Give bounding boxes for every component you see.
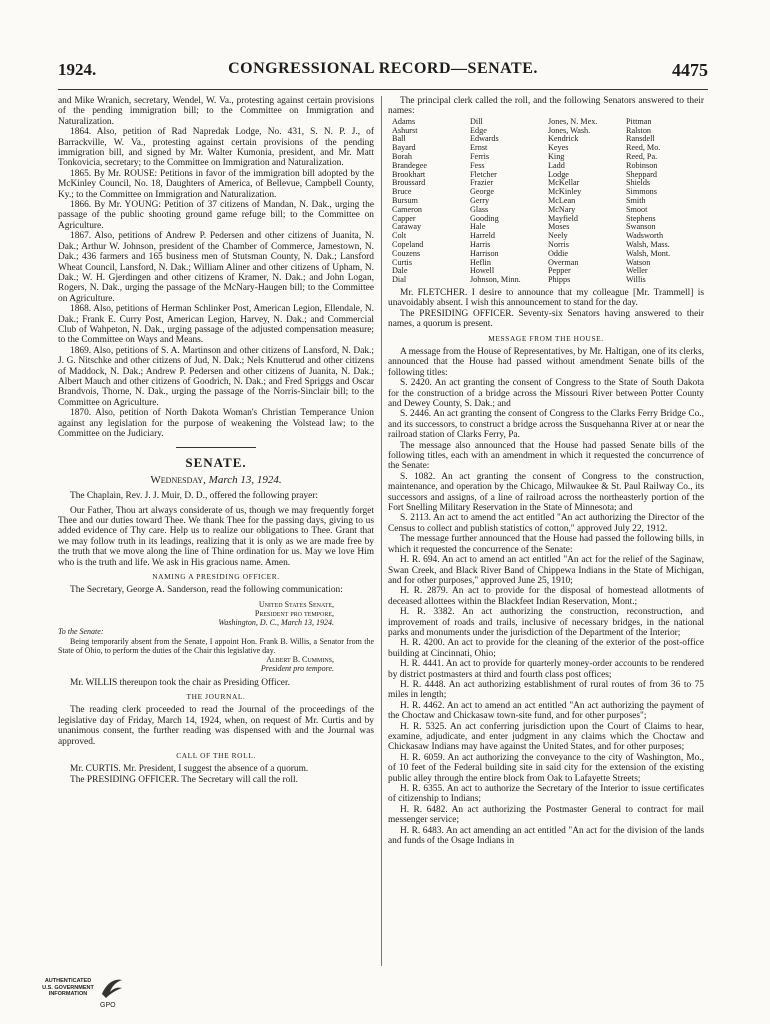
senator-name: Gooding	[470, 213, 499, 223]
message-heading: MESSAGE FROM THE HOUSE.	[488, 333, 604, 343]
senator-name: Neely	[548, 231, 568, 241]
senator-name: Sheppard	[626, 169, 657, 179]
senator-name: McLean	[548, 195, 576, 205]
senator-name: Harris	[470, 239, 491, 249]
section-rule	[176, 447, 256, 448]
senator-name: Phipps	[548, 275, 571, 285]
senator-name: Oddie	[548, 248, 569, 258]
chaplain-paragraph: The Chaplain, Rev. J. J. Muir, D. D., offered the following prayer:	[70, 491, 319, 502]
bill-paragraph: H. R. 6482. An act authorizing the Postmaster General to contract for mail messenger service;	[388, 804, 704, 826]
date-day: Wednesday,	[150, 473, 206, 486]
bill-paragraph: H. R. 3382. An act authorizing the construction, reconstruction, and improvement of roads and trails, inclusive of necessary bridges, in the national parks and monuments under the jurisdiction of the Department of the Interior;	[388, 607, 704, 638]
senator-name: Willis	[626, 275, 646, 285]
bill-paragraph: S. 1082. An act granting the consent of Congress to the construction, maintenance, and operation by the Chicago, Milwaukee & St. Paul Railway Co., its successors and assigns, of a line of railroad across the northeasterly portion of the Fort Snelling Military Reservation in the State of Minnesota; and	[388, 471, 704, 514]
senator-name: Weller	[626, 266, 648, 276]
petition-paragraph: 1866. By Mr. YOUNG: Petition of 37 citizens of Mandan, N. Dak., urging the passage of the public shooting ground game refuge bill; to the Committee on Agriculture.	[58, 200, 374, 231]
roll-column	[392, 118, 470, 285]
senator-name: Keyes	[548, 143, 569, 153]
senator-name: Walsh, Mass.	[626, 239, 670, 249]
senator-name: Brandegee	[392, 160, 428, 170]
bill-paragraph: H. R. 6483. An act amending an act entitled "An act for the division of the lands and funds of the Osage Indians in	[388, 825, 704, 847]
petition-paragraph: 1864. Also, petition of Rad Napredak Lodge, No. 431, S. N. P. J., of Barrackville, W. Va., protesting against certain provisions of the pending immigration bill, and signed by Mr. Walter Kumonia, president, and Mr. Matt Tonkovicia, secretary; to the Committee on Immigration and Naturalization.	[58, 127, 374, 169]
senator-name: Smoot	[626, 204, 648, 214]
prayer-paragraph: Our Father, Thou art always considerate of us, though we may frequently forget Thee and our duties toward Thee. We thank Thee for the passing days, giving to us added evidence of Thy care. Help us to realize our obligations to Thee. Grant that we may follow truth in its leadings, realizing that it is only as we are made free by the truth that we move along the line of Thine ordination for us. May we love Him who is the truth and life. We ask in His gracious name. Amen.	[58, 505, 374, 568]
bill-paragraph: H. R. 5325. An act conferring jurisdiction upon the Court of Claims to hear, examine, adjudicate, and enter judgment in any claims which the Choctaw and Chickasaw Indians may have against the United States, and for other purposes;	[388, 721, 704, 753]
naming-heading: NAMING A PRESIDING OFFICER.	[152, 572, 280, 582]
letter-heading-line: United States Senate,	[258, 599, 334, 609]
senator-name: Ernst	[470, 143, 488, 153]
curtis-paragraph: Mr. CURTIS. Mr. President, I suggest the absence of a quorum.	[70, 764, 309, 775]
petition-paragraph: 1870. Also, petition of North Dakota Woman's Christian Temperance Union against any legislation for the purpose of weakening the Volstead law; to the Committee on the Judiciary.	[58, 408, 374, 439]
senator-name: McKinley	[548, 187, 582, 197]
senator-name: Pittman	[626, 116, 652, 126]
date-line	[58, 475, 374, 485]
senator-name: McNary	[548, 204, 576, 214]
senator-name: Ferris	[470, 152, 490, 161]
signature-name: Albert B. Cummins,	[266, 655, 334, 665]
willis-paragraph: Mr. WILLIS thereupon took the chair as Presiding Officer.	[70, 677, 290, 688]
secretary-paragraph: The Secretary, George A. Sanderson, read the following communication:	[70, 585, 343, 596]
senator-name: Borah	[392, 152, 413, 161]
senator-name: Johnson, Minn.	[470, 275, 521, 285]
senator-name: Reed, Mo.	[626, 143, 661, 153]
senator-name: George	[470, 187, 494, 197]
senator-name: Ralston	[626, 125, 652, 135]
letter-signature	[58, 655, 374, 673]
senator-name: Reed, Pa.	[626, 152, 658, 161]
senator-name: Dial	[392, 275, 407, 285]
petition-paragraph: 1868. Also, petitions of Herman Schlinker Post, American Legion, Ellendale, N. Dak.; Frank E. Curry Post, American Legion, Harvey, N. Dak.; and Commercial Club of Wahpeton, N. Dak., urging passage of the adjusted compensation measure; to the Committee on Ways and Means.	[58, 304, 374, 346]
senator-name: Caraway	[392, 222, 422, 232]
letter-heading-line: Washington, D. C., March 13, 1924.	[218, 618, 334, 628]
senator-name: Shields	[626, 178, 651, 188]
senator-name: Cameron	[392, 204, 423, 214]
bill-paragraph: H. R. 2879. An act to provide for the disposal of homestead allotments of deceased allottees within the Blackfeet Indian Reservation, Mont.;	[388, 586, 704, 607]
bill-paragraph: H. R. 4448. An act authorizing establishment of rural routes of from 36 to 75 miles in length;	[388, 679, 704, 701]
bill-paragraph: H. R. 4462. An act to amend an act entitled "An act authorizing the payment of the Choctaw and Chickasaw town-site fund, and for other purposes";	[388, 700, 704, 722]
quorum-paragraph: The PRESIDING OFFICER. Seventy-six Senators having answered to their names, a quorum is present.	[388, 308, 704, 330]
senator-name: Gerry	[470, 195, 490, 205]
senator-name: Harreld	[470, 231, 496, 241]
roll-column	[470, 118, 548, 285]
senator-name: Dill	[470, 116, 483, 126]
senator-name: Walsh, Mont.	[626, 248, 671, 258]
senator-name: Ransdell	[626, 134, 655, 144]
senator-name: King	[548, 152, 565, 161]
bill-paragraph: H. R. 6059. An act authorizing the conveyance to the city of Washington, Mo., of 10 feet of the Federal building site in said city for the extension of the existing public alley through the entire block from Oak to Lafayette Streets;	[388, 752, 704, 784]
header-title: CONGRESSIONAL RECORD—SENATE.	[228, 60, 538, 77]
roll-intro: The principal clerk called the roll, and the following Senators answered to their names:	[388, 96, 704, 117]
journal-heading: THE JOURNAL.	[186, 691, 246, 701]
senator-name: Ashurst	[392, 125, 418, 135]
senator-name: Wadsworth	[626, 231, 664, 241]
petition-paragraph: 1865. By Mr. ROUSE: Petitions in favor of the immigration bill adopted by the McKinley Council, No. 18, Daughters of America, of Bellevue, Campbell County, Ky.; to the Committee on Immigration and Naturalization.	[58, 168, 374, 200]
senator-name: Bruce	[392, 187, 412, 197]
bill-paragraph: S. 2446. An act granting the consent of Congress to the Clarks Ferry Bridge Co., and its successors, to construct a bridge across the Susquehanna River at or near the railroad station of Clarks Ferry, Pa.	[388, 409, 704, 441]
senator-name: Swanson	[626, 222, 656, 232]
letter-heading-line: President pro tempore,	[254, 609, 334, 619]
senator-name: Curtis	[392, 257, 413, 267]
senator-name: Bursum	[392, 195, 418, 205]
journal-paragraph: The reading clerk proceeded to read the Journal of the proceedings of the legislative day of Friday, March 14, 1924, when, on request of Mr. Curtis and by unanimous consent, the further reading was dispensed with and the Journal was approved.	[58, 705, 374, 747]
senator-name: Smith	[626, 195, 646, 205]
senator-name: Heflin	[470, 257, 491, 267]
fletcher-paragraph: Mr. FLETCHER. I desire to announce that my colleague [Mr. Trammell] is unavoidably absent. I wish this announcement to stand for the day.	[388, 287, 704, 309]
senator-name: Colt	[392, 231, 407, 241]
senator-name: Kendrick	[548, 134, 579, 144]
eagle-icon	[98, 974, 126, 1002]
senator-name: Fletcher	[470, 169, 497, 179]
senator-name: Pepper	[548, 266, 571, 276]
senator-name: Ball	[392, 134, 406, 144]
senator-name: Edge	[470, 125, 487, 135]
senator-name: Frazier	[470, 178, 494, 188]
senator-name: Couzens	[392, 248, 421, 258]
bill-paragraph: H. R. 694. An act to amend an act entitled "An act for the relief of the Saginaw, Swan Creek, and Black River Band of Chippewa Indians in the State of Michigan, and for other purposes," approved June 25, 1910;	[388, 555, 704, 586]
logo-line: U.S. GOVERNMENT	[42, 984, 94, 991]
senator-name: McKellar	[548, 178, 580, 188]
logo-line: AUTHENTICATED	[44, 978, 92, 984]
senator-name: Broussard	[392, 178, 426, 188]
roll-heading: CALL OF THE ROLL.	[176, 750, 256, 760]
message-paragraph: A message from the House of Representatives, by Mr. Haltigan, one of its clerks, announced that the House had passed without amendment Senate bills of the following titles:	[388, 346, 704, 378]
senator-name: Jones, Wash.	[548, 125, 591, 135]
senate-heading: SENATE.	[185, 455, 247, 471]
senator-name: Brookhart	[392, 169, 426, 179]
message-paragraph: The message also announced that the House had passed Senate bills of the following titles, each with an amendment in which it requested the concurrence of the Senate:	[388, 440, 704, 472]
signature-title: President pro tempore.	[260, 664, 334, 674]
senator-name: Howell	[470, 266, 495, 276]
senator-name: Glass	[470, 204, 489, 214]
logo-gpo: GPO	[100, 1002, 116, 1009]
senator-name: Overman	[548, 257, 579, 267]
right-column	[388, 96, 704, 846]
senator-name: Norris	[548, 239, 569, 249]
page-header	[58, 60, 708, 82]
petition-paragraph: and Mike Wranich, secretary, Wendel, W. Va., protesting against certain provisions of the pending immigration bill; to the Committee on Immigration and Naturalization.	[58, 96, 374, 127]
roll-column	[548, 118, 626, 285]
letter-salutation: To the Senate:	[58, 627, 104, 637]
header-page-number: 4475	[672, 60, 708, 80]
senator-name: Stephens	[626, 213, 656, 223]
date-text: March 13, 1924.	[208, 473, 282, 486]
senator-name: Jones, N. Mex.	[548, 116, 598, 126]
senator-name: Bayard	[392, 143, 416, 153]
senator-name: Watson	[626, 257, 651, 267]
presiding-paragraph: The PRESIDING OFFICER. The Secretary will call the roll.	[70, 774, 298, 785]
senator-name: Simmons	[626, 187, 657, 197]
senator-name: Robinson	[626, 160, 658, 170]
bill-paragraph: H. R. 4200. An act to provide for the cleaning of the exterior of the post-office building at Cincinnati, Ohio;	[388, 638, 704, 659]
message-paragraph: The message further announced that the House had passed the following bills, in which it requested the concurrence of the Senate:	[388, 534, 704, 555]
bill-paragraph: S. 2420. An act granting the consent of Congress to the State of South Dakota for the construction of a bridge across the Missouri River between Potter County and Dewey County, S. Dak.; and	[388, 378, 704, 410]
roll-list	[392, 118, 704, 285]
senator-name: Mayfield	[548, 213, 579, 223]
bill-paragraph: S. 2113. An act to amend the act entitled "An act authorizing the Director of the Census to collect and publish statistics of cotton," approved July 22, 1912.	[388, 513, 704, 534]
senator-name: Edwards	[470, 134, 499, 144]
senator-name: Fess	[470, 160, 485, 170]
senator-name: Moses	[548, 222, 570, 232]
senator-name: Harrison	[470, 248, 499, 258]
letter-body: Being temporarily absent from the Senate, I appoint Hon. Frank B. Willis, a Senator from the State of Ohio, to perform the duties of the Chair this legislative day.	[58, 636, 374, 655]
logo-line: INFORMATION	[48, 991, 88, 998]
senator-name: Lodge	[548, 169, 569, 179]
gpo-authentication-logo	[40, 974, 140, 1018]
senator-name: Dale	[392, 266, 408, 276]
petition-paragraph: 1869. Also, petitions of S. A. Martinson and other citizens of Lansford, N. Dak.; J. G. Nitschke and other citizens of Jud, N. Dak.; Nels Knutterud and other citizens of Maddock, N. Dak.; Andrew P. Pedersen and other citizens of Juanita, N. Dak.; Albert Mauch and other citizens of Goodrich, N. Dak.; and Fred Spriggs and Oscar Brandvois, Thorne, N. Dak., urging the passage of the Norris-Sinclair bill; to the Committee on Agriculture.	[58, 345, 374, 408]
petition-paragraph: 1867. Also, petitions of Andrew P. Pedersen and other citizens of Juanita, N. Dak.; Arthur W. Johnson, president of the Chamber of Commerce, Jamestown, N. Dak.; 436 farmers and 165 business men of Stutsman County, N. Dak.; Lansford Wheat Council, Lansford, N. Dak.; William Aliner and other citizens of Upham, N. Dak.; W. H. Gjerdingen and other citizens of Kramer, N. Dak.; and John Logan, Rogers, N. Dak., urging the passage of the McNary-Haugen bill; to the Committee on Agriculture.	[58, 231, 374, 304]
header-year: 1924.	[58, 60, 97, 79]
senator-name: Copeland	[392, 239, 424, 249]
logo-text	[40, 978, 96, 998]
left-column	[58, 96, 374, 785]
bill-paragraph: H. R. 4441. An act to provide for quarterly money-order accounts to be rendered by district postmasters at third and fourth class post offices;	[388, 659, 704, 680]
header-rule	[58, 89, 708, 90]
bill-paragraph: H. R. 6355. An act to authorize the Secretary of the Interior to issue certificates of citizenship to Indians;	[388, 784, 704, 805]
letter-heading	[58, 600, 374, 628]
column-divider	[381, 96, 382, 966]
senator-name: Adams	[392, 116, 416, 126]
roll-column	[626, 118, 704, 285]
senator-name: Capper	[392, 213, 416, 223]
senator-name: Hale	[470, 222, 486, 232]
senator-name: Ladd	[548, 160, 565, 170]
